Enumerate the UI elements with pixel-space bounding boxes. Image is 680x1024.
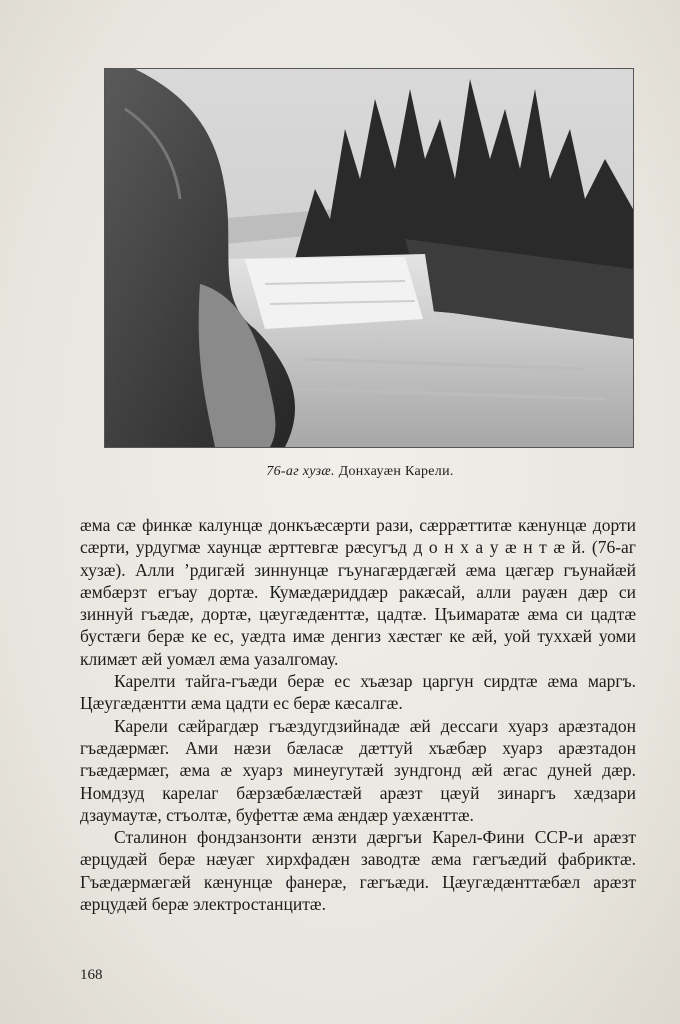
paragraph: Сталинон фондзанзонти æнзти дæргъи Карел-Фини ССР-и арæзт æрцудæй берæ нæуæг хирхфадæн заводтæ æма гæгъæдий фабриктæ. Гъæдæрмæгæй кæнунцæ фанерæ, гæгъæди. Цæугæдæнттæбæл арæзт æрцудæй берæ электростанцитæ. xyxy=(80,827,636,915)
caption-text: Донхауæн Карели. xyxy=(338,464,454,479)
caption-number: 76-аг хузæ. xyxy=(266,464,335,479)
body-text xyxy=(80,514,636,915)
paragraph: Карелти тайга-гъæди берæ ес хъæзар царгун сирдтæ æма маргъ. Цæугæдæнтти æма цадти ес берæ кæсалгæ. xyxy=(80,671,636,714)
waterfall-illustration xyxy=(105,69,633,447)
page-number: 168 xyxy=(80,967,103,983)
paragraph: Карели сæйрагдæр гъæздугдзийнадæ æй дессаги хуарз арæзтадон гъæдæрмæг. Ами нæзи бæласæ дæттуй хъæбæр хуарз арæзтадон гъæдæрмæг, æма æ хуарз минеугутæй зундгонд æй æгас дуней дæр. Номдзуд карелаг бæрзæбæлæстæй арæзт цæуй зинаргъ хæдзари дзаумаутæ, стъолтæ, буфеттæ æма æндæр уæхæнттæ. xyxy=(80,715,636,825)
figure-caption xyxy=(0,464,680,480)
waterfall-photo xyxy=(104,68,634,448)
paragraph: æма сæ финкæ калунцæ донкъæсæрти рази, сæррæттитæ кæнунцæ дорти сæрти, урдугмæ хаунцæ æрттевгæ рæсугъд д о н х а у æ н т æ й. (76-аг хузæ). Алли ’рдигæй зиннунцæ гъунагæрдæгæй æма цæгæр гъунайæй æмбæрзт егъау дортæ. Кумæдæриддæр ракæсай, алли рауæн дæр си зиннуй гъæдæ, дортæ, цæугæдæнттæ, цадтæ. Цъимаратæ æма си цадтæ бустæги берæ ке ес, уæдта имæ денгиз хæстæг ке æй, уой туххæй уоми климæт æй уомæл æма уазалгомау. xyxy=(80,515,636,669)
